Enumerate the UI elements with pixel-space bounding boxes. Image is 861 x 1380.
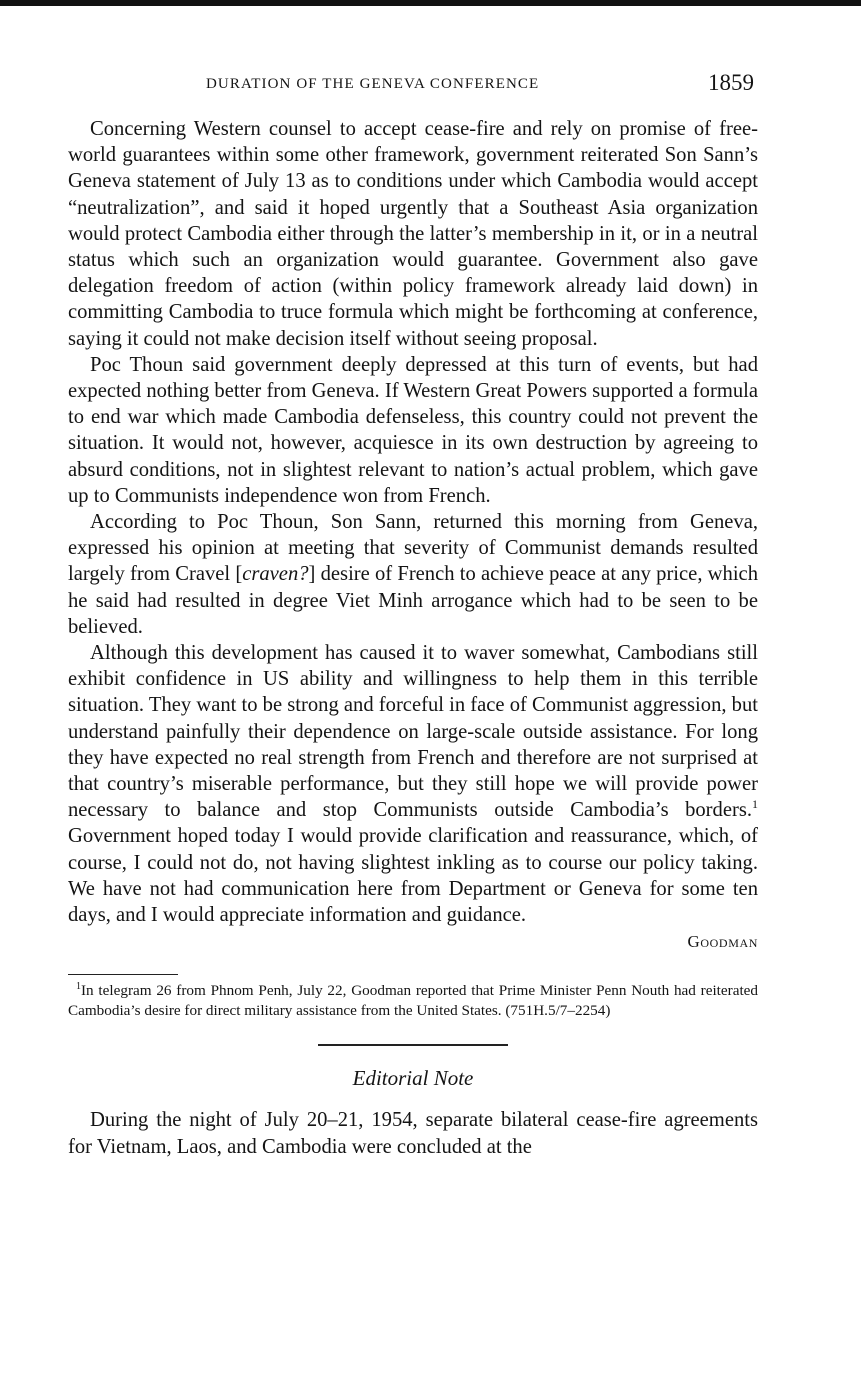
paragraph-3-part-2: ] desire of French to achieve peace at any price, which he said had resulted in degree Viet Minh arrogance which had to be seen to be believed.	[68, 563, 758, 638]
editorial-note-title: Editorial Note	[352, 1066, 474, 1091]
paragraph-4-part-1: Although this development has caused it to waver somewhat, Cambodians still exhibit confidence in US ability and willingness to help them in this terrible situation. They want to be strong and forceful in face of Communist aggression, but understand painfully their dependence on large-scale outside assistance. For long they have expected no real strength from French and therefore are not surprised at that country’s miserable performance, but they still hope we will provide power necessary to balance and stop Communists outside Cambodia’s borders.	[68, 642, 758, 822]
footnote-reference[interactable]: 1	[752, 797, 758, 812]
running-title: DURATION OF THE GENEVA CONFERENCE	[206, 76, 540, 92]
page-number: 1859	[708, 70, 754, 95]
paragraph-3	[68, 509, 758, 640]
paragraph-2: Poc Thoun said government deeply depressed at this turn of events, but had expected nothing better from Geneva. If Western Great Powers supported a formula to end war which made Cambodia defenseless, this country could not prevent the situation. It would not, however, acquiesce in its own destruction by agreeing to absurd conditions, not in slightest relevant to nation’s actual problem, which gave up to Communists independence won from French.	[68, 353, 758, 507]
telegram-body	[68, 116, 758, 928]
editorial-note-paragraph: During the night of July 20–21, 1954, separate bilateral cease-fire agreements for Vietnam, Laos, and Cambodia were concluded at the	[68, 1109, 758, 1158]
running-header	[68, 70, 758, 104]
footnote	[68, 981, 758, 1020]
paragraph-4	[68, 640, 758, 928]
paragraph-3-italic: craven?	[242, 563, 309, 586]
document-page	[68, 70, 758, 1160]
editorial-note-body	[68, 1107, 758, 1159]
section-divider	[318, 1044, 508, 1046]
page-top-border	[0, 0, 861, 6]
footnote-text: In telegram 26 from Phnom Penh, July 22, Goodman reported that Prime Minister Penn Nouth had reiterated Cambodia’s desire for direct military assistance from the United States. (751H.5/7–2254)	[68, 982, 758, 1019]
paragraph-3-part-1: According to Poc Thoun, Son Sann, returned this morning from Geneva, expressed his opinion at meeting that severity of Communist demands resulted largely from Cravel [	[68, 511, 758, 586]
paragraph-4-part-2: Government hoped today I would provide clarification and reassurance, which, of course, I could not do, not having slightest inkling as to course our policy taking. We have not had communication here from Department or Geneva for some ten days, and I would appreciate information and guidance.	[68, 825, 758, 927]
paragraph-1: Concerning Western counsel to accept cease-fire and rely on promise of free-world guarantees within some other framework, government reiterated Son Sann’s Geneva statement of July 13 as to conditions under which Cambodia would accept “neutralization”, and said it hoped urgently that a Southeast Asia organization would protect Cambodia either through the latter’s membership in it, or in a neutral status which such an organization would guarantee. Government also gave delegation freedom of action (within policy framework already laid down) in committing Cambodia to truce formula which might be forthcoming at conference, saying it could not make decision itself without seeing proposal.	[68, 118, 758, 350]
footnote-divider	[68, 974, 178, 975]
signature: Goodman	[687, 932, 758, 952]
footnote-marker: 1	[76, 981, 81, 993]
